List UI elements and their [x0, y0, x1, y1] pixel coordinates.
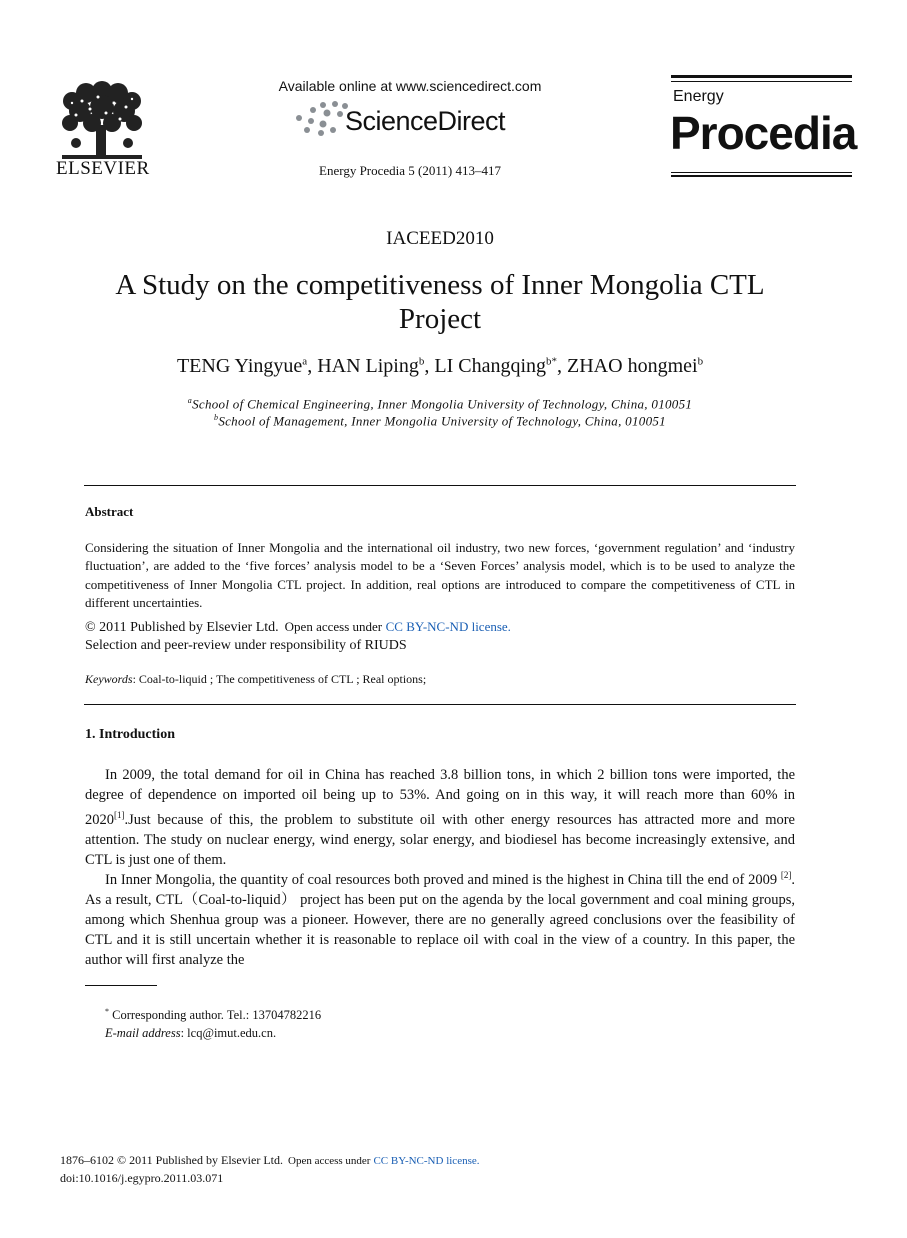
- affiliation-mark: a: [187, 396, 193, 405]
- sciencedirect-logo: ScienceDirect: [345, 106, 506, 136]
- email-footnote: [105, 1026, 276, 1041]
- affiliation-b: [0, 413, 880, 429]
- keywords-line: [85, 672, 426, 687]
- abstract-body: Considering the situation of Inner Mongolia and the international oil industry, two new forces, ‘government regulation’ and ‘industry fluctuation’, are added to the ‘five forces’ analysis model to be a ‘Seven Forces’ analysis model, which is to be used to analyze the competitiveness of Inner Mongolia CTL project. In addition, real options are introduced to compare the competitiveness of CTL in different uncertainties.: [85, 540, 795, 610]
- license-link[interactable]: CC BY-NC-ND license.: [373, 1155, 480, 1167]
- author-list: [0, 355, 880, 378]
- paragraph-text: .Just because of this, the problem to substitute oil with other energy resources has attracted more and more attention. The study on nuclear energy, wind energy, solar energy, and biodiesel has become increasingly extensive, and CTL is just one of them.: [85, 811, 795, 868]
- paper-title: A Study on the competitiveness of Inner Mongolia CTL Project: [115, 269, 765, 335]
- author-separator: ,: [424, 355, 435, 377]
- copyright-line: [85, 619, 511, 636]
- email-address[interactable]: : lcq@imut.edu.cn.: [180, 1026, 277, 1040]
- footnote-rule: [85, 985, 157, 986]
- affiliation-mark: b: [214, 413, 219, 422]
- paragraph-text: . As a result, CTL（Coal-to-liquid） project has been put on the agenda by the local government and coal mining groups, among which Shenhua group was a pioneer. However, there are no generally agreed conclusions over the feasibility of CTL and it is still uncertain whether it is reasonable to replace oil with coal in the view of a country. In this paper, the author will first analyze the: [85, 871, 795, 968]
- brand-rule-bottom: [671, 175, 852, 177]
- affiliation-text: School of Chemical Engineering, Inner Mongolia University of Technology, China, 010051: [192, 396, 693, 412]
- abstract-bottom-rule: [84, 704, 796, 705]
- issn-text: 1876–6102 © 2011 Published by Elsevier Ltd.: [60, 1153, 283, 1167]
- author-affiliation-mark: b: [418, 355, 425, 368]
- citation-link[interactable]: [2]: [780, 870, 792, 880]
- author-name: LI Changqing: [434, 355, 547, 377]
- journal-brand-energy: Energy: [673, 88, 724, 105]
- author-name: HAN Liping: [317, 355, 419, 377]
- brand-rule-top-thin: [671, 81, 852, 82]
- abstract-top-rule: [84, 485, 796, 486]
- brand-rule-bottom-thin: [671, 172, 852, 173]
- license-link[interactable]: CC BY-NC-ND license.: [385, 619, 511, 634]
- section-heading: 1. Introduction: [85, 727, 175, 742]
- affiliation-text: School of Management, Inner Mongolia University of Technology, China, 010051: [218, 413, 666, 429]
- sciencedirect-dots-icon: [293, 100, 353, 140]
- journal-reference: Energy Procedia 5 (2011) 413–417: [319, 163, 501, 178]
- author-separator: ,: [557, 355, 568, 377]
- author-affiliation-mark: b: [697, 355, 704, 368]
- copyright-text: © 2011 Published by Elsevier Ltd.: [85, 620, 279, 635]
- intro-paragraph-1: [85, 765, 795, 870]
- corresponding-author-footnote: [105, 1007, 321, 1023]
- brand-rule-top: [671, 75, 852, 78]
- conference-name: IACEED2010: [386, 228, 494, 249]
- open-access-text: Open access under: [288, 1155, 371, 1167]
- open-access-text: Open access under: [284, 619, 383, 634]
- keywords-label: Keywords: [85, 672, 133, 686]
- elsevier-wordmark: ELSEVIER: [56, 158, 150, 179]
- author-affiliation-mark: b*: [546, 355, 558, 368]
- issn-line: [60, 1153, 480, 1168]
- author-separator: ,: [307, 355, 318, 377]
- paragraph-text: In 2009, the total demand for oil in China has reached 3.8 billion tons, in which 2 billion tons were imported, the degree of dependence on imported oil being up to 53%. And going on in this way, it will reach more than 60% in 2020: [85, 767, 795, 828]
- author-name: ZHAO hongmei: [567, 355, 698, 377]
- intro-paragraph-2: [85, 865, 795, 970]
- keywords-text: : Coal-to-liquid ; The competitiveness of CTL ; Real options;: [132, 672, 427, 686]
- footnote-mark: *: [105, 1007, 109, 1016]
- affiliation-a: [0, 396, 880, 412]
- doi-line[interactable]: doi:10.1016/j.egypro.2011.03.071: [60, 1171, 224, 1185]
- journal-brand-procedia: Procedia: [670, 107, 857, 159]
- author-name: TENG Yingyue: [176, 355, 303, 377]
- footnote-text: Corresponding author. Tel.: 13704782216: [112, 1008, 322, 1023]
- abstract-heading: Abstract: [85, 504, 134, 519]
- email-label: E-mail address: [105, 1026, 181, 1040]
- citation-link[interactable]: [1]: [114, 810, 125, 820]
- paragraph-text: In Inner Mongolia, the quantity of coal resources both proved and mined is the highest in China till the end of 2009: [105, 871, 781, 888]
- available-online-text: Available online at www.sciencedirect.com: [278, 78, 542, 94]
- peer-review-line: Selection and peer-review under responsibility of RIUDS: [85, 638, 407, 653]
- author-affiliation-mark: a: [302, 355, 308, 368]
